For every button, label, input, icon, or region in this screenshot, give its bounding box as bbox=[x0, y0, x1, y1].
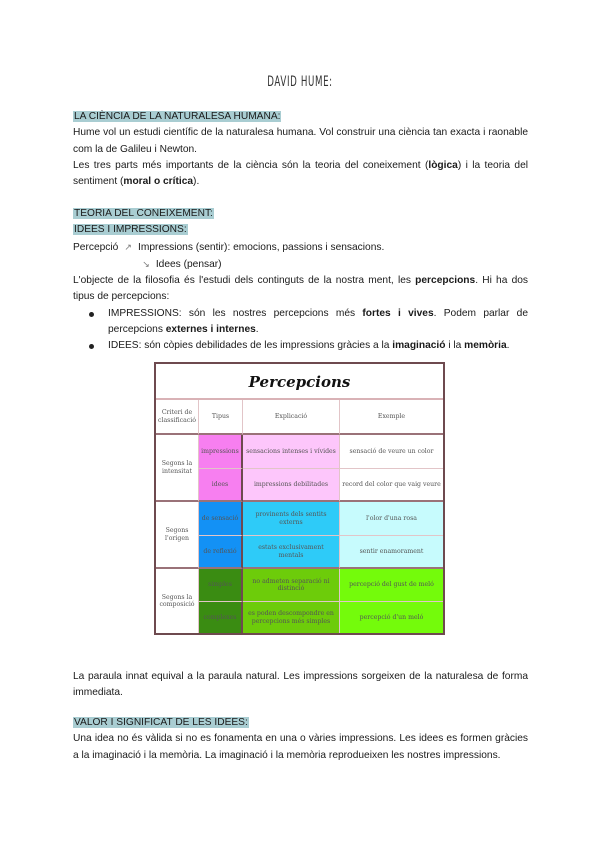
explanation-cell: estats exclusivament mentals bbox=[243, 536, 340, 569]
section-heading: LA CIÈNCIA DE LA NATURALESA HUMANA: bbox=[74, 111, 281, 122]
type-cell: de sensació bbox=[199, 502, 243, 536]
section-heading: VALOR I SIGNIFICAT DE LES IDEES: bbox=[74, 717, 248, 728]
section-teoria-coneixement bbox=[73, 206, 528, 355]
arrow-down-right-icon: ↘ bbox=[142, 258, 150, 269]
explanation-cell: provinents dels sentits externs bbox=[243, 502, 340, 536]
section-ciencia-naturalesa bbox=[73, 109, 528, 190]
perception-label: Percepció bbox=[73, 241, 119, 253]
example-cell: record del color que vaig veure bbox=[340, 469, 443, 502]
paragraph: Hume vol un estudi científic de la naturalesa humana. Vol construir una ciència tan exacta i raonable com la de Galileu i Newton. bbox=[73, 127, 528, 155]
bullet-icon bbox=[89, 344, 94, 349]
list-item: IDEES: són còpies debilidades de les impressions gràcies a la imaginació i la memòria. bbox=[73, 338, 528, 354]
paragraph: Les tres parts més importants de la ciència són la teoria del coneixement (lògica) i la teoria del sentiment (moral o crítica). bbox=[73, 159, 528, 188]
paragraph: L'objecte de la filosofia és l'estudi dels continguts de la nostra ment, les percepcions. Hi ha dos tipus de percepcions: bbox=[73, 275, 528, 303]
example-cell: l'olor d'una rosa bbox=[340, 502, 443, 536]
table-header: Tipus bbox=[199, 400, 243, 435]
explanation-cell: impressions debilitades bbox=[243, 469, 340, 502]
arrow-up-right-icon: ↗ bbox=[124, 241, 132, 252]
explanation-cell: sensacions intenses i vívides bbox=[243, 435, 340, 469]
bullet-list bbox=[73, 306, 528, 355]
criterion-cell: Segons la composició bbox=[156, 569, 199, 633]
paragraph: Una idea no és vàlida si no es fonamenta en una o vàries impressions. Les idees es formen gràcies a la imaginació i la memòria. La imaginació i la memòria reprodueixen les nostres impressions. bbox=[73, 733, 528, 761]
type-cell: impressions bbox=[199, 435, 243, 469]
table-title: Percepcions bbox=[156, 364, 443, 400]
section-subheading: IDEES I IMPRESSIONS: bbox=[74, 224, 187, 236]
paragraph-innat: La paraula innat equival a la paraula natural. Les impressions sorgeixen de la naturalesa de forma immediata. bbox=[73, 671, 528, 699]
example-cell: percepció del gust de meló bbox=[340, 569, 443, 602]
example-cell: sensació de veure un color bbox=[340, 435, 443, 469]
table-header: Criteri de classificació bbox=[156, 400, 199, 435]
criterion-cell: Segons l'origen bbox=[156, 502, 199, 569]
type-cell: de reflexió bbox=[199, 536, 243, 569]
type-cell: complexes bbox=[199, 602, 243, 633]
perception-branch-2: ↘ Idees (pensar) bbox=[73, 256, 528, 273]
criterion-cell: Segons la intensitat bbox=[156, 435, 199, 502]
table-header: Explicació bbox=[243, 400, 340, 435]
type-cell: idees bbox=[199, 469, 243, 502]
section-heading: TEORIA DEL CONEIXEMENT: bbox=[74, 208, 213, 219]
perception-branch-1: Percepció ↗ Impressions (sentir): emocions, passions i sensacions. bbox=[73, 239, 528, 256]
explanation-cell: es poden descompondre en percepcions més simples bbox=[243, 602, 340, 633]
perceptions-table bbox=[154, 362, 445, 635]
example-cell: percepció d'un meló bbox=[340, 602, 443, 633]
example-cell: sentir enamorament bbox=[340, 536, 443, 569]
table-header: Exemple bbox=[340, 400, 443, 435]
type-cell: simples bbox=[199, 569, 243, 602]
section-valor-significat bbox=[73, 715, 528, 764]
list-item: IMPRESSIONS: són les nostres percepcions més fortes i vives. Podem parlar de percepcions externes i internes. bbox=[73, 306, 528, 339]
explanation-cell: no admeten separació ni distinció bbox=[243, 569, 340, 602]
bullet-icon bbox=[89, 312, 94, 317]
document-title: DAVID HUME: bbox=[267, 74, 333, 90]
